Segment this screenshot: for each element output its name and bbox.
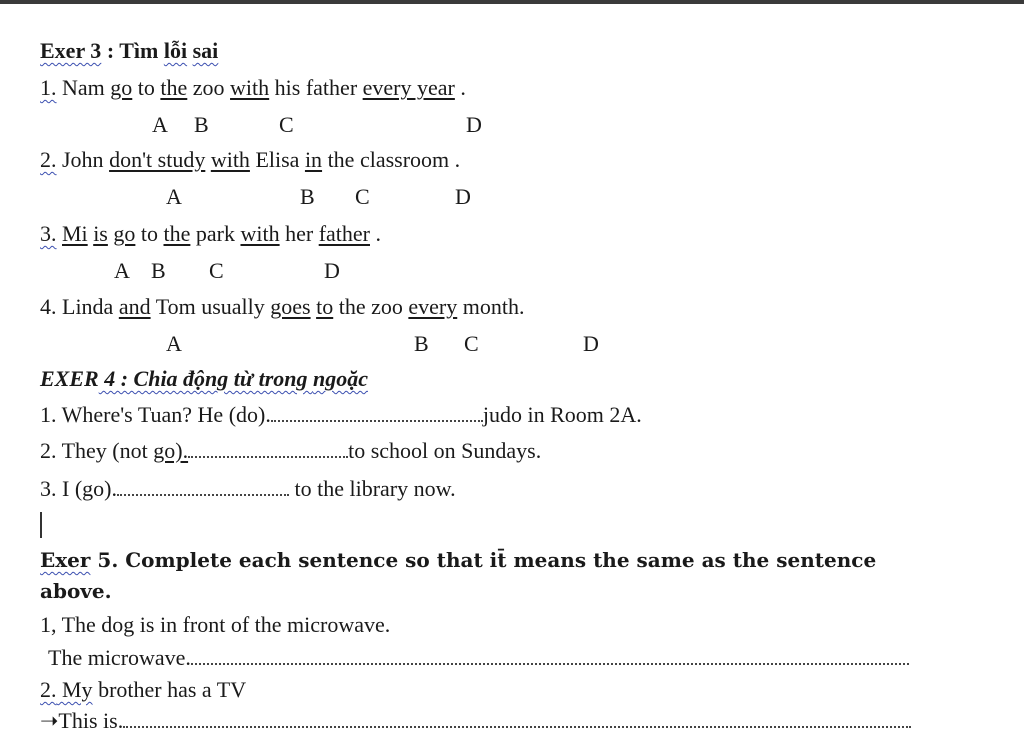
answer-blank[interactable] — [117, 476, 289, 496]
exer5-title: Exer 5. Complete each sentence so that it̄ means the same as the sentence — [40, 548, 877, 572]
exer5-answer-2: ➝This is. — [40, 708, 911, 734]
label-d: D — [583, 331, 599, 356]
label-a: A — [166, 184, 182, 209]
exer5-answer-1: The microwave. — [48, 645, 909, 671]
exer4-title: EXER 4 : Chia động từ trong ngoặc — [40, 366, 368, 391]
answer-blank[interactable] — [188, 438, 348, 458]
exer5-question-2: 2. My brother has a TV — [40, 677, 247, 702]
label-b: B — [414, 331, 429, 356]
label-d: D — [324, 258, 340, 283]
exer4-question-3: 3. I (go). to the library now. — [40, 476, 456, 501]
answer-blank[interactable] — [191, 645, 909, 665]
label-d: D — [466, 112, 482, 137]
exer3-question-1: 1. Nam go to the zoo with his father every year . — [40, 75, 466, 100]
exer3-question-3: 3. Mi is go to the park with her father . — [40, 221, 381, 246]
exer3-title-word: Exer 3 — [40, 38, 102, 63]
exer3-question-2: 2. John don't study with Elisa in the classroom . — [40, 147, 461, 172]
label-c: C — [279, 112, 294, 137]
exer4-question-2: 2. They (not go). to school on Sundays. — [40, 438, 542, 463]
text-cursor — [40, 512, 42, 538]
label-c: C — [209, 258, 224, 283]
exer5-title-cont: above. — [40, 579, 112, 603]
label-b: B — [151, 258, 166, 283]
label-d: D — [455, 184, 471, 209]
label-a: A — [114, 258, 130, 283]
answer-blank[interactable] — [123, 708, 911, 728]
label-a: A — [166, 331, 182, 356]
top-border — [0, 0, 1024, 4]
label-c: C — [464, 331, 479, 356]
exer4-question-1: 1. Where's Tuan? He (do). judo in Room 2A. — [40, 402, 642, 427]
answer-blank[interactable] — [271, 402, 483, 422]
label-c: C — [355, 184, 370, 209]
exer3-question-4: 4. Linda and Tom usually goes to the zoo every month. — [40, 294, 525, 319]
exer5-question-1: 1, The dog is in front of the microwave. — [40, 612, 391, 637]
label-a: A — [152, 112, 168, 137]
label-b: B — [194, 112, 209, 137]
label-b: B — [300, 184, 315, 209]
exer3-title: Exer 3 : Tìm lỗi sai — [40, 38, 219, 63]
